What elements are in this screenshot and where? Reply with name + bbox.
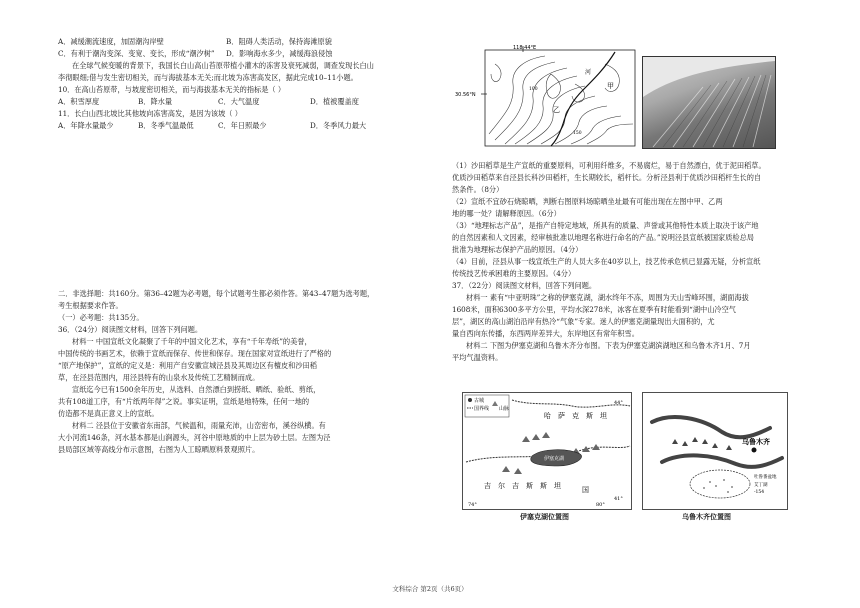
q36-3-line: 的自然因素和人文因素，经审核批准以地理名称进行命名的产品。”说明泾县宣纸被国家质检总局 — [452, 233, 754, 242]
q36-4-line: 传统技艺传承困难的主要原因。（4分） — [452, 269, 576, 278]
material-2-line: 县局部区域等高线分布示意图，右图为人工晾晒原料景观照片。 — [58, 445, 260, 454]
question-36-heading: 36．（24分）阅读图文材料，回答下列问题。 — [58, 325, 203, 334]
region-label: 哈 — [544, 412, 551, 420]
q10-options — [58, 96, 428, 108]
question-37-heading: 37．（22分）阅读图文材料，回答下列问题。 — [452, 281, 597, 290]
q37-material-1-line: 1608米，面积6300多平方公里，平均水深278米，冰客在夏季有时能看到“湖中山冷空气 — [452, 305, 736, 314]
elevation-label: -154 — [754, 490, 765, 495]
material-2-line: 材料二 泾县位于安徽省东南部，气候温和，雨量充沛，山峦密布，溪谷纵横。有 — [72, 421, 326, 430]
q37-material-2-line: 材料二 下图为伊塞克湖和乌鲁木齐分布图。下表为伊塞克湖滨湖地区和乌鲁木齐1月、7月 — [466, 341, 751, 350]
q36-1-line: （1）沙田稻草是生产宣纸的重要原料，可利用纤维多，不易腐烂，易于自然漂白，优于泥田稻草。 — [452, 161, 766, 170]
question-11: 11．长白山西北坡比其他坡向冻害高发，是因为该坡（ ） — [58, 109, 242, 118]
q11-options — [58, 120, 428, 132]
question-10: 10．在高山苔原带，与坡度密切相关，而与海拔基本无关的指标是（ ） — [58, 85, 286, 94]
required-questions-heading: （一）必考题：共135分。 — [58, 313, 144, 322]
issyk-kul-map — [462, 392, 632, 510]
material-1-line: “原产地保护”，宣纸的定义是：利用产自安徽宣城泾县及其周边区有檀皮和沙田稻 — [58, 361, 317, 370]
contour-map — [455, 44, 637, 148]
material-1-line: 草，在泾县范围内，用泾县特有的山泉水及传统工艺精制而成。 — [58, 373, 260, 382]
legend-city: 古城 — [474, 398, 485, 404]
q11-option-a: A．年降水量最少 — [58, 121, 114, 130]
issyk-caption: 伊塞克湖位置图 — [520, 512, 569, 521]
legend-mountain: 山脉 — [499, 406, 510, 412]
contour-value: 150 — [573, 131, 582, 136]
page-footer: 文科综合 第2页（共6页） — [392, 585, 468, 593]
urumqi-label: 乌鲁木齐 — [742, 437, 770, 446]
q10-option-d: D．植被覆盖度 — [310, 97, 359, 106]
tick-label: 41° — [614, 496, 623, 502]
left-column — [58, 36, 428, 456]
q11-option-c: C．年日照最少 — [218, 121, 267, 130]
q10-option-c: C．大气温度 — [218, 97, 260, 106]
section-2-header: 考生根据要求作答。 — [58, 301, 123, 310]
material-1-line: 中国传统的书画艺术，依赖于宣纸而保存、传世和保存。现在国家对宣纸进行了严格的 — [58, 349, 332, 358]
option-b: B．阻碍人类活动，保持海滩原貌 — [226, 37, 332, 46]
material-1-line: 共有108道工序，有“片纸两年得”之说。事实证明，宣纸是地特殊，任何一地的 — [58, 397, 310, 406]
prev-options-row-1 — [58, 36, 428, 48]
region-label: 国 — [582, 486, 589, 494]
legend-border: 国界线 — [474, 406, 490, 412]
tick-label: 44° — [614, 400, 623, 406]
urumqi-map — [642, 392, 788, 510]
q37-material-1-line: 材料一 素有“中亚明珠”之称的伊塞克湖，湖水终年不冻，周围为天山雪峰环围，湖面海拔 — [466, 293, 749, 302]
q36-4-line: （4）目前，泾县从事一线宣纸生产的人员大多在40岁以上，技艺传承危机已显露无疑，分析宣纸 — [452, 257, 761, 266]
tick-label: 80° — [596, 502, 605, 508]
mark-yi: 乙 — [553, 106, 560, 114]
right-column — [452, 160, 797, 364]
region-label: 斯 — [586, 412, 593, 420]
contour-lat-label: 30.56°N — [455, 92, 476, 98]
drying-field-photo — [642, 56, 776, 149]
q36-1-line: 然条件。（8分） — [452, 185, 504, 194]
material-2-line: 大小河流146条，河水基本都是山涧源头，河谷中原地质的中上层为砂土层。左图为泾 — [58, 433, 331, 442]
material-1-line: 仿造都不是真正意义上的宣纸。 — [58, 409, 159, 418]
passage-intro-line: 李彻眼细;借与发生密切相关，而与海拔基本无关;而北坡为冻害高发区，据此完成10–11小题。 — [58, 73, 358, 82]
q37-material-2-line: 平均气温资料。 — [452, 353, 503, 362]
q36-3-line: （3）“地理标志产品”，是指产自特定地域，所具有的质量、声誉或其他特性本质上取决于该产地 — [452, 221, 759, 230]
mark-jia: 甲 — [607, 82, 614, 90]
region-label: 吉 — [512, 482, 519, 490]
q37-material-1-line: 量自西向东传播，东西两岸差异大，东岸地区有常年积雪。 — [452, 329, 639, 338]
prev-options-row-2 — [58, 48, 428, 60]
region-label: 斯 — [540, 482, 547, 490]
region-label: 斯 — [526, 482, 533, 490]
contour-value: 100 — [529, 87, 538, 92]
region-label: 克 — [572, 412, 579, 420]
region-label: 坦 — [600, 412, 607, 420]
lake-label: 伊塞克湖 — [544, 456, 565, 462]
q11-option-b: B．冬季气温最低 — [138, 121, 194, 130]
q36-1-line: 优质沙田稻草来自泾县长科沙田稻杆，生长期较长，稻杆长。分析泾县利于优质沙田稻杆生长的自 — [452, 173, 762, 182]
q10-option-a: A．积雪厚度 — [58, 97, 100, 106]
q11-option-d: D．冬季风力最大 — [310, 121, 367, 130]
region-label: 萨 — [558, 412, 565, 420]
q10-option-b: B．降水量 — [138, 97, 173, 106]
q36-2-line: 地的哪一处？请解释原因。（6分） — [452, 209, 561, 218]
region-label: 尔 — [498, 482, 505, 490]
q37-material-1-line: 层”，湖区的高山湖泊沿岸有热冷“气象”专家。迷人的伊塞克湖量现出大面积的，尤 — [452, 317, 715, 326]
q36-2-line: （2）宣纸不宜砂石烧晾晒，判断右图原料场晾晒坐址最有可能出现在左图中甲、乙两 — [452, 197, 723, 206]
tick-label: 74° — [468, 502, 477, 508]
lake-label: 艾丁湖 — [754, 483, 768, 488]
q36-3-line: 批准为地理标志保护产品的原因。（4分） — [452, 245, 583, 254]
region-label: 坦 — [554, 482, 561, 490]
option-a: A．减缓潮流速度，加固潮沟岸壁 — [58, 37, 164, 46]
basin-label: 吐鲁番盆地 — [754, 475, 777, 480]
region-label: 吉 — [484, 482, 491, 490]
section-2-header: 二．非选择题：共160分。第36–42题为必考题，每个试题考生都必须作答。第43–47题为选考题， — [58, 289, 375, 298]
option-d: D．影响海水多少，减缓海浪侵蚀 — [226, 49, 333, 58]
contour-lon-label: 118.44°E — [513, 45, 537, 51]
option-c: C．有利于潮沟变深、变宽、变长，形成“潮汐树” — [58, 49, 215, 58]
material-1-line: 材料一 中国宣纸文化凝聚了千年的中国文化艺术，享有“千年寿纸”的美誉， — [72, 337, 312, 346]
passage-intro-line: 在全球气候变暖的背景下，我国长白山高山苔原带植小灌木的冻害及衰死减弱，调查发现长白山 — [72, 61, 374, 70]
river-label: 河 — [585, 69, 592, 76]
urumqi-caption: 乌鲁木齐位置图 — [682, 512, 731, 521]
material-1-line: 宣纸迄今已有1500余年历史，从选料、自然漂白到捞纸、晒纸、验纸、剪纸， — [72, 385, 321, 394]
